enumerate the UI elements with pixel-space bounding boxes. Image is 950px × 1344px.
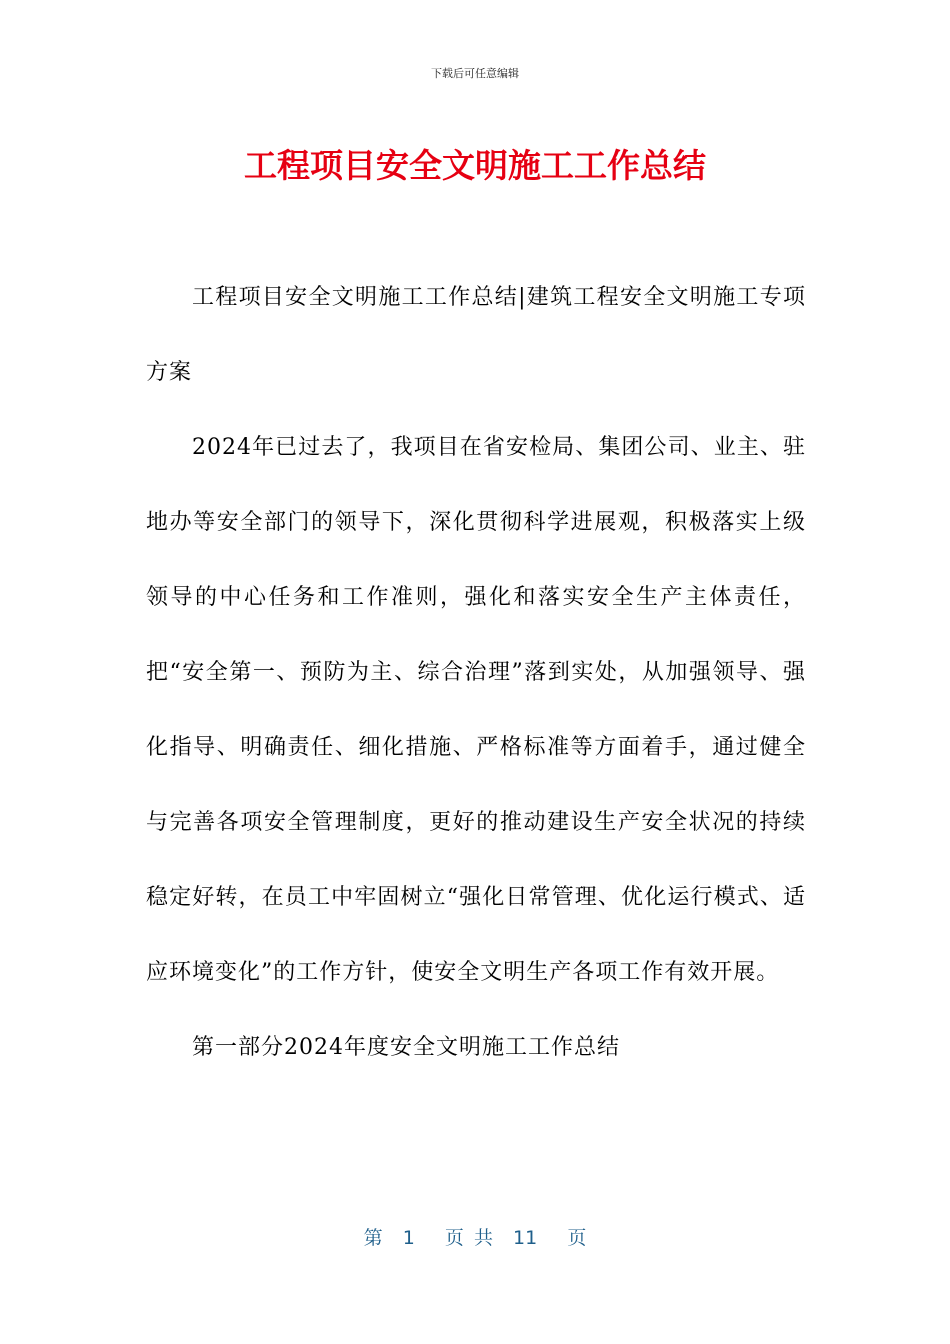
paragraph-intro: 2024年已过去了，我项目在省安检局、集团公司、业主、驻地办等安全部门的领导下，深化贯彻科学进展观，积极落实上级领导的中心任务和工作准则，强化和落实安全生产主体责任，把“安全第一、预防为主、综合治理”落到实处，从加强领导、强化指导、明确责任、细化措施、严格标准等方面着手，通过健全与完善各项安全管理制度，更好的推动建设生产安全状况的持续稳定好转，在员工中牢固树立“强化日常管理、优化运行模式、适应环境变化”的工作方针，使安全文明生产各项工作有效开展。 <box>146 435 806 985</box>
paragraph-subtitle: 工程项目安全文明施工工作总结|建筑工程安全文明施工专项方案 <box>146 285 806 385</box>
page-number-footer: 第 1 页 共 11 页 <box>363 1227 587 1249</box>
paragraph-section-heading: 第一部分2024年度安全文明施工工作总结 <box>192 1035 620 1060</box>
page-header-note: 下载后可任意编辑 <box>431 67 519 80</box>
document-body <box>146 260 806 1085</box>
document-title: 工程项目安全文明施工工作总结 <box>244 146 706 185</box>
